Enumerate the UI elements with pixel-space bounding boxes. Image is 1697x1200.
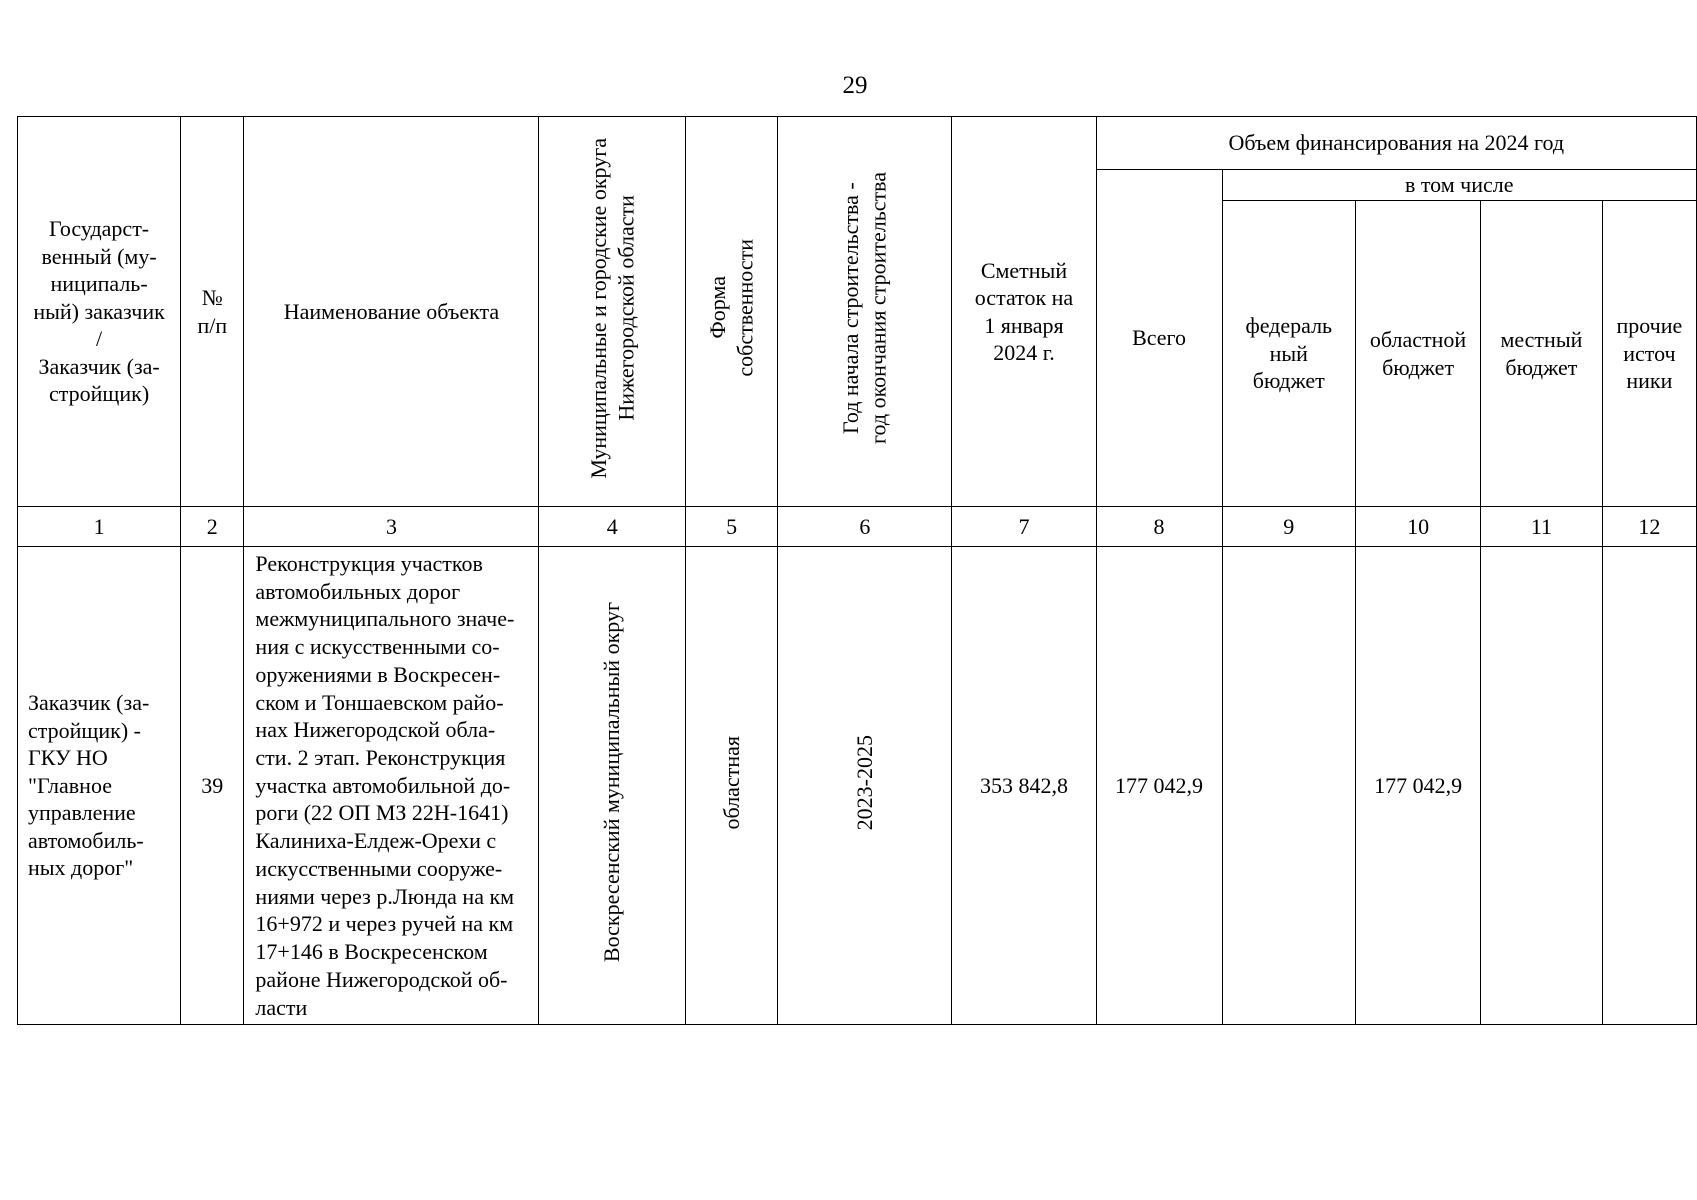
header-object-name bbox=[244, 117, 539, 507]
regional-cell: 177 042,9 bbox=[1356, 547, 1481, 1025]
header-regional-text: областной бюджет bbox=[1369, 327, 1467, 380]
district-text: Воскресенский муниципальный округ bbox=[599, 602, 625, 963]
table-row bbox=[18, 547, 1697, 1025]
header-row-1 bbox=[18, 117, 1697, 170]
estimate-cell: 353 842,8 bbox=[952, 547, 1096, 1025]
years-text: 2023-2025 bbox=[852, 734, 878, 830]
header-ownership-text: Форма собственности bbox=[705, 239, 758, 378]
column-number: 4 bbox=[539, 507, 686, 547]
customer-cell bbox=[18, 547, 181, 1025]
header-estimate-text: Сметный остаток на 1 января 2024 г. bbox=[974, 257, 1074, 365]
header-total bbox=[1096, 170, 1222, 507]
header-local bbox=[1481, 201, 1603, 507]
header-total-text: Всего bbox=[1132, 325, 1187, 351]
customer-text: Заказчик (за- стройщик) - ГКУ НО "Главное управление автомобиль- ных дорог" bbox=[28, 690, 150, 881]
header-federal bbox=[1222, 201, 1356, 507]
ownership-text: областная bbox=[718, 735, 744, 829]
header-federal-text: федераль ный бюджет bbox=[1245, 313, 1333, 394]
federal-cell bbox=[1222, 547, 1356, 1025]
column-number: 2 bbox=[181, 507, 244, 547]
header-including-text: в том числе bbox=[1404, 172, 1514, 198]
column-number: 5 bbox=[685, 507, 777, 547]
header-funding-group-text: Объем финансирования на 2024 год bbox=[1228, 130, 1565, 156]
header-customer bbox=[18, 117, 181, 507]
column-number: 10 bbox=[1356, 507, 1481, 547]
header-funding-group bbox=[1096, 117, 1696, 170]
header-customer-text: Государст- венный (му- ниципаль- ный) заказчик / Заказчик (за- стройщик) bbox=[33, 216, 165, 407]
header-estimate bbox=[952, 117, 1096, 507]
object-name-cell bbox=[244, 547, 539, 1025]
header-other bbox=[1602, 201, 1696, 507]
ownership-cell bbox=[685, 547, 777, 1025]
column-number: 6 bbox=[778, 507, 952, 547]
district-cell bbox=[539, 547, 686, 1025]
column-number-row bbox=[18, 507, 1697, 547]
column-number: 1 bbox=[18, 507, 181, 547]
object-name-text: Реконструкция участков автомобильных дорог межмуниципального значе- ния с искусственными со- оружениями в Воскресен- ском и Тоншаевском райо- нах Нижегородской обла- сти. 2 этап. Реконструкция участка автомобильной до- роги (22 ОП МЗ 22Н-1641) Калиниха-Елдеж-Орехи с искусственными сооруже- ниями через р.Люнда на км 16+972 и через ручей на км 17+146 в Воскресенском районе Нижегородской об- ласти bbox=[255, 551, 515, 1020]
header-districts-text: Муниципальные и городские округа Нижегородской области bbox=[585, 137, 639, 479]
header-num bbox=[181, 117, 244, 507]
column-number: 3 bbox=[244, 507, 539, 547]
header-including bbox=[1222, 170, 1696, 201]
column-number: 11 bbox=[1481, 507, 1603, 547]
other-cell bbox=[1602, 547, 1696, 1025]
header-regional bbox=[1356, 201, 1481, 507]
years-cell bbox=[778, 547, 952, 1025]
header-years-text: Год начала строительства - год окончания строительства bbox=[838, 172, 891, 445]
header-ownership bbox=[685, 117, 777, 507]
column-number: 7 bbox=[952, 507, 1096, 547]
column-number: 12 bbox=[1602, 507, 1696, 547]
header-num-text: № п/п bbox=[197, 285, 228, 338]
page-number: 29 bbox=[842, 72, 868, 99]
header-districts bbox=[539, 117, 686, 507]
column-number: 8 bbox=[1096, 507, 1222, 547]
header-years bbox=[778, 117, 952, 507]
header-other-text: прочие источ ники bbox=[1616, 313, 1683, 394]
column-number: 9 bbox=[1222, 507, 1356, 547]
row-number-cell: 39 bbox=[181, 547, 244, 1025]
local-cell bbox=[1481, 547, 1603, 1025]
header-local-text: местный бюджет bbox=[1500, 327, 1583, 380]
funding-table bbox=[17, 116, 1697, 1025]
total-cell: 177 042,9 bbox=[1096, 547, 1222, 1025]
header-object-name-text: Наименование объекта bbox=[283, 298, 500, 324]
